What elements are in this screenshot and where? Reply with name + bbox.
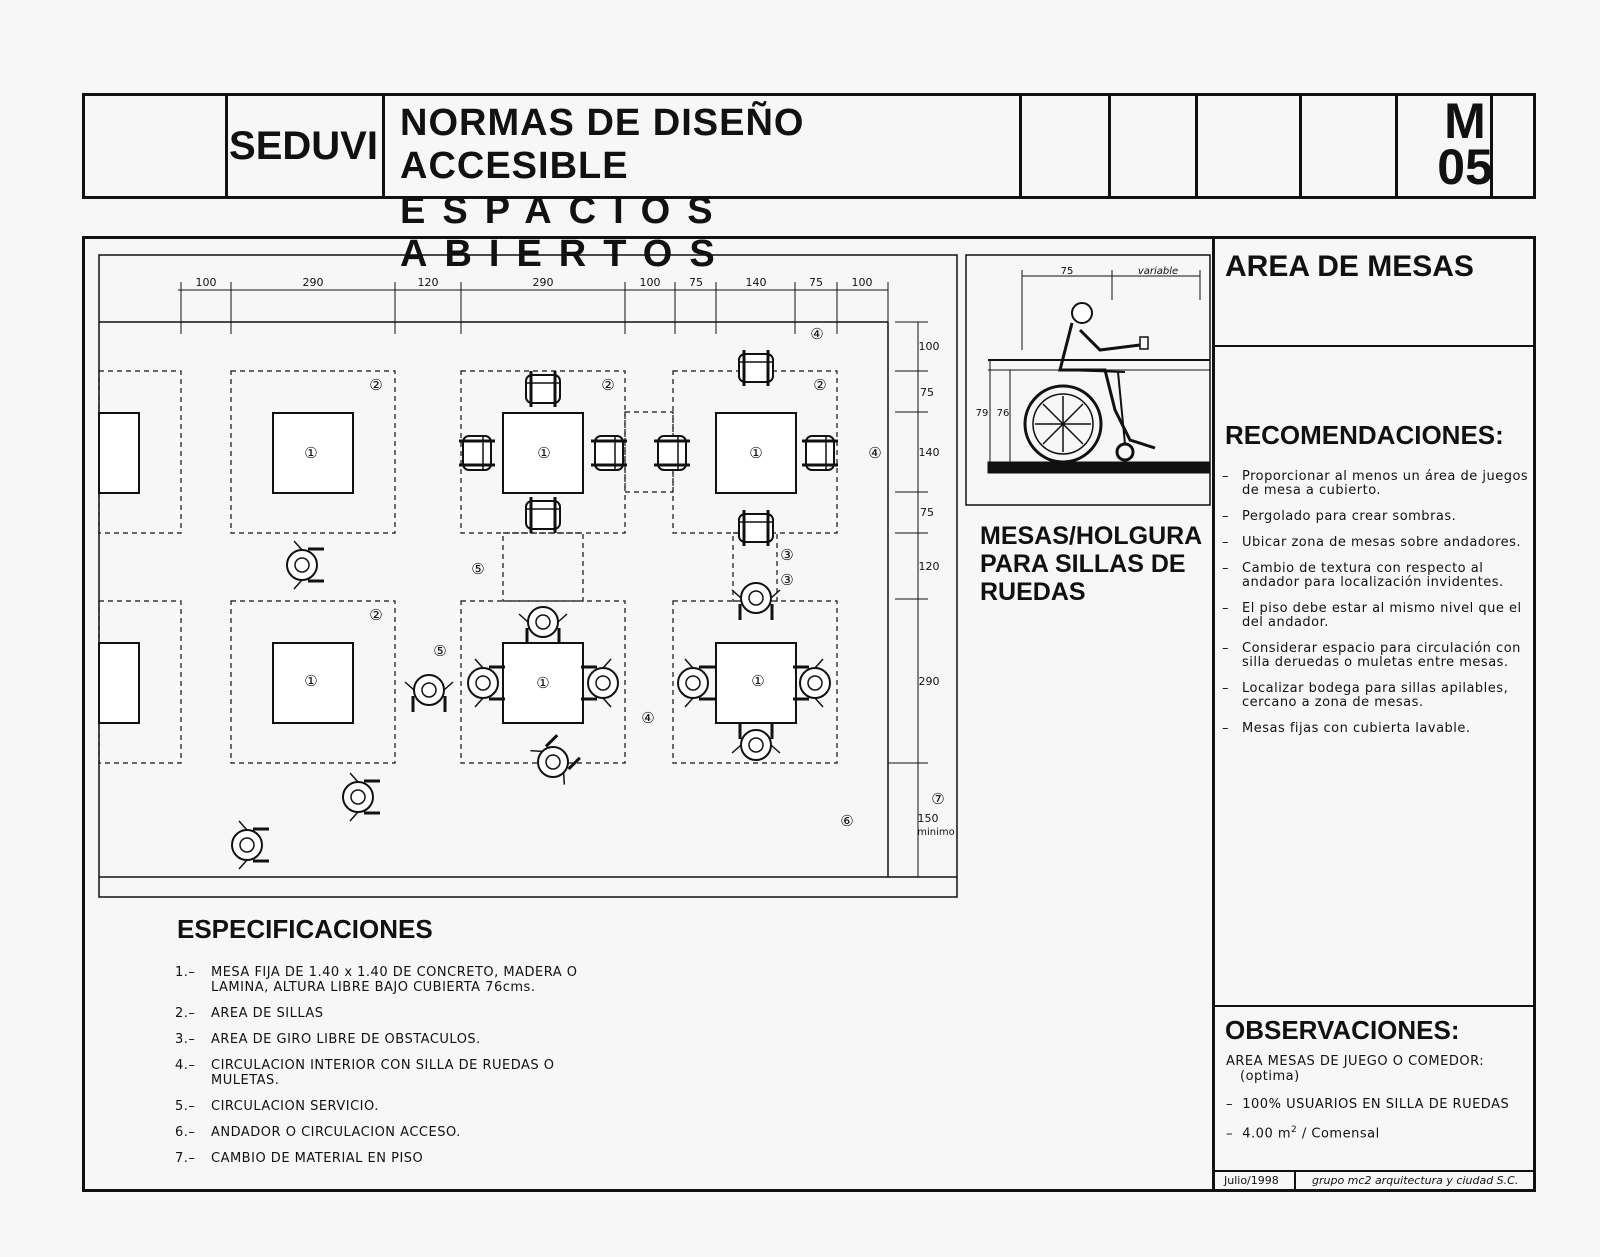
item-number: 6.–	[175, 1125, 196, 1140]
document-subtitle: ESPACIOS ABIERTOS	[400, 190, 732, 275]
dim-label: 150	[917, 812, 939, 825]
observations-title: OBSERVACIONES:	[1225, 1015, 1460, 1045]
dim-label: 76	[996, 408, 1010, 419]
observation-item: – 100% USUARIOS EN SILLA DE RUEDAS	[1226, 1097, 1510, 1112]
sheet-code-number: 05	[1437, 139, 1493, 195]
dim-label: 140	[745, 276, 767, 289]
marker-4: ④	[810, 325, 824, 343]
dim-label: 290	[532, 276, 554, 289]
dim-label: 290	[918, 675, 940, 688]
elevation-view	[966, 255, 1210, 505]
specifications-title: ESPECIFICACIONES	[177, 914, 433, 944]
observation-superscript: 2	[1291, 1125, 1298, 1135]
marker-5: ⑤	[433, 642, 447, 660]
marker-2: ②	[369, 376, 383, 394]
dim-label: 75	[689, 276, 703, 289]
item-text: ANDADOR O CIRCULACION ACCESO.	[211, 1125, 461, 1140]
list-item: – Mesas fijas con cubierta lavable.	[1222, 722, 1532, 736]
item-text: CIRCULACION INTERIOR CON SILLA DE RUEDAS O MULETAS.	[211, 1058, 555, 1088]
item-number: 1.–	[175, 965, 196, 980]
drawing-date: Julio/1998	[1224, 1174, 1279, 1187]
list-item: – El piso debe estar al mismo nivel que el del andador.	[1222, 602, 1532, 630]
dim-label: 75	[809, 276, 823, 289]
marker-2: ②	[601, 376, 615, 394]
dim-unit: minimo	[917, 827, 955, 838]
item-number: 5.–	[175, 1099, 196, 1114]
marker-4: ④	[641, 709, 655, 727]
dim-label: 100	[918, 340, 940, 353]
observation-item: – 4.00 $m^2$ / Comensal	[1226, 1125, 1380, 1142]
list-item: – Cambio de textura con respecto al andador para localización invidentes.	[1222, 562, 1532, 590]
item-number: 7.–	[175, 1151, 196, 1166]
list-item: – Ubicar zona de mesas sobre andadores.	[1222, 536, 1532, 550]
list-item: – Proporcionar al menos un área de juegos de mesa a cubierto.	[1222, 470, 1532, 498]
marker-1: ①	[751, 672, 765, 690]
dim-label: 75	[920, 386, 934, 399]
dim-label: variable	[1137, 266, 1179, 277]
item-number: 4.–	[175, 1058, 196, 1073]
observation-value: 4.00 m	[1242, 1126, 1292, 1142]
dim-label: 100	[195, 276, 217, 289]
item-text: CAMBIO DE MATERIAL EN PISO	[211, 1151, 424, 1166]
org-name: SEDUVI	[229, 123, 378, 168]
sheet-code-letter: M	[1444, 93, 1486, 149]
dim-label: 100	[639, 276, 661, 289]
marker-6: ⑥	[840, 812, 854, 830]
recommendations-title: RECOMENDACIONES:	[1225, 420, 1504, 450]
dim-label: 290	[302, 276, 324, 289]
document-title: NORMAS DE DISEÑO ACCESIBLE	[400, 102, 805, 187]
item-text: AREA DE GIRO LIBRE DE OBSTACULOS.	[211, 1032, 481, 1047]
dim-label: 100	[851, 276, 873, 289]
observation-text: 100% USUARIOS EN SILLA DE RUEDAS	[1242, 1097, 1510, 1112]
marker-7: ⑦	[931, 790, 945, 808]
floor-plan	[99, 255, 957, 897]
item-number: 3.–	[175, 1032, 196, 1047]
marker-1: ①	[749, 444, 763, 462]
dim-label: 140	[918, 446, 940, 459]
dim-label: 75	[1060, 266, 1074, 277]
list-item: – Considerar espacio para circulación con silla deruedas o muletas entre mesas.	[1222, 642, 1532, 670]
section-title: AREA DE MESAS	[1225, 250, 1474, 283]
marker-3: ③	[780, 571, 794, 589]
observations-intro-note: (optima)	[1240, 1069, 1300, 1084]
marker-1: ①	[537, 444, 551, 462]
marker-3: ③	[780, 546, 794, 564]
item-number: 2.–	[175, 1006, 196, 1021]
marker-2: ②	[813, 376, 827, 394]
item-text: MESA FIJA DE 1.40 x 1.40 DE CONCRETO, MADERA O LAMINA, ALTURA LIBRE BAJO CUBIERTA 76cms.	[211, 965, 578, 995]
marker-4: ④	[868, 444, 882, 462]
item-text: CIRCULACION SERVICIO.	[211, 1099, 379, 1114]
marker-1: ①	[304, 444, 318, 462]
list-item: – Pergolado para crear sombras.	[1222, 510, 1532, 524]
dim-label: 120	[417, 276, 439, 289]
dim-label: 75	[920, 506, 934, 519]
item-text: AREA DE SILLAS	[211, 1006, 324, 1021]
elevation-caption: MESAS/HOLGURA PARA SILLAS DE RUEDAS	[980, 522, 1202, 606]
dim-label: 120	[918, 560, 940, 573]
marker-1: ①	[304, 672, 318, 690]
list-item: – Localizar bodega para sillas apilables, cercano a zona de mesas.	[1222, 682, 1532, 710]
drawing-credit: grupo mc2 arquitectura y ciudad S.C.	[1312, 1174, 1519, 1187]
marker-2: ②	[369, 606, 383, 624]
observation-unit: / Comensal	[1297, 1126, 1380, 1142]
marker-1: ①	[536, 674, 550, 692]
observations-intro: AREA MESAS DE JUEGO O COMEDOR:	[1226, 1054, 1485, 1069]
marker-5: ⑤	[471, 560, 485, 578]
dim-label: 79	[975, 408, 989, 419]
